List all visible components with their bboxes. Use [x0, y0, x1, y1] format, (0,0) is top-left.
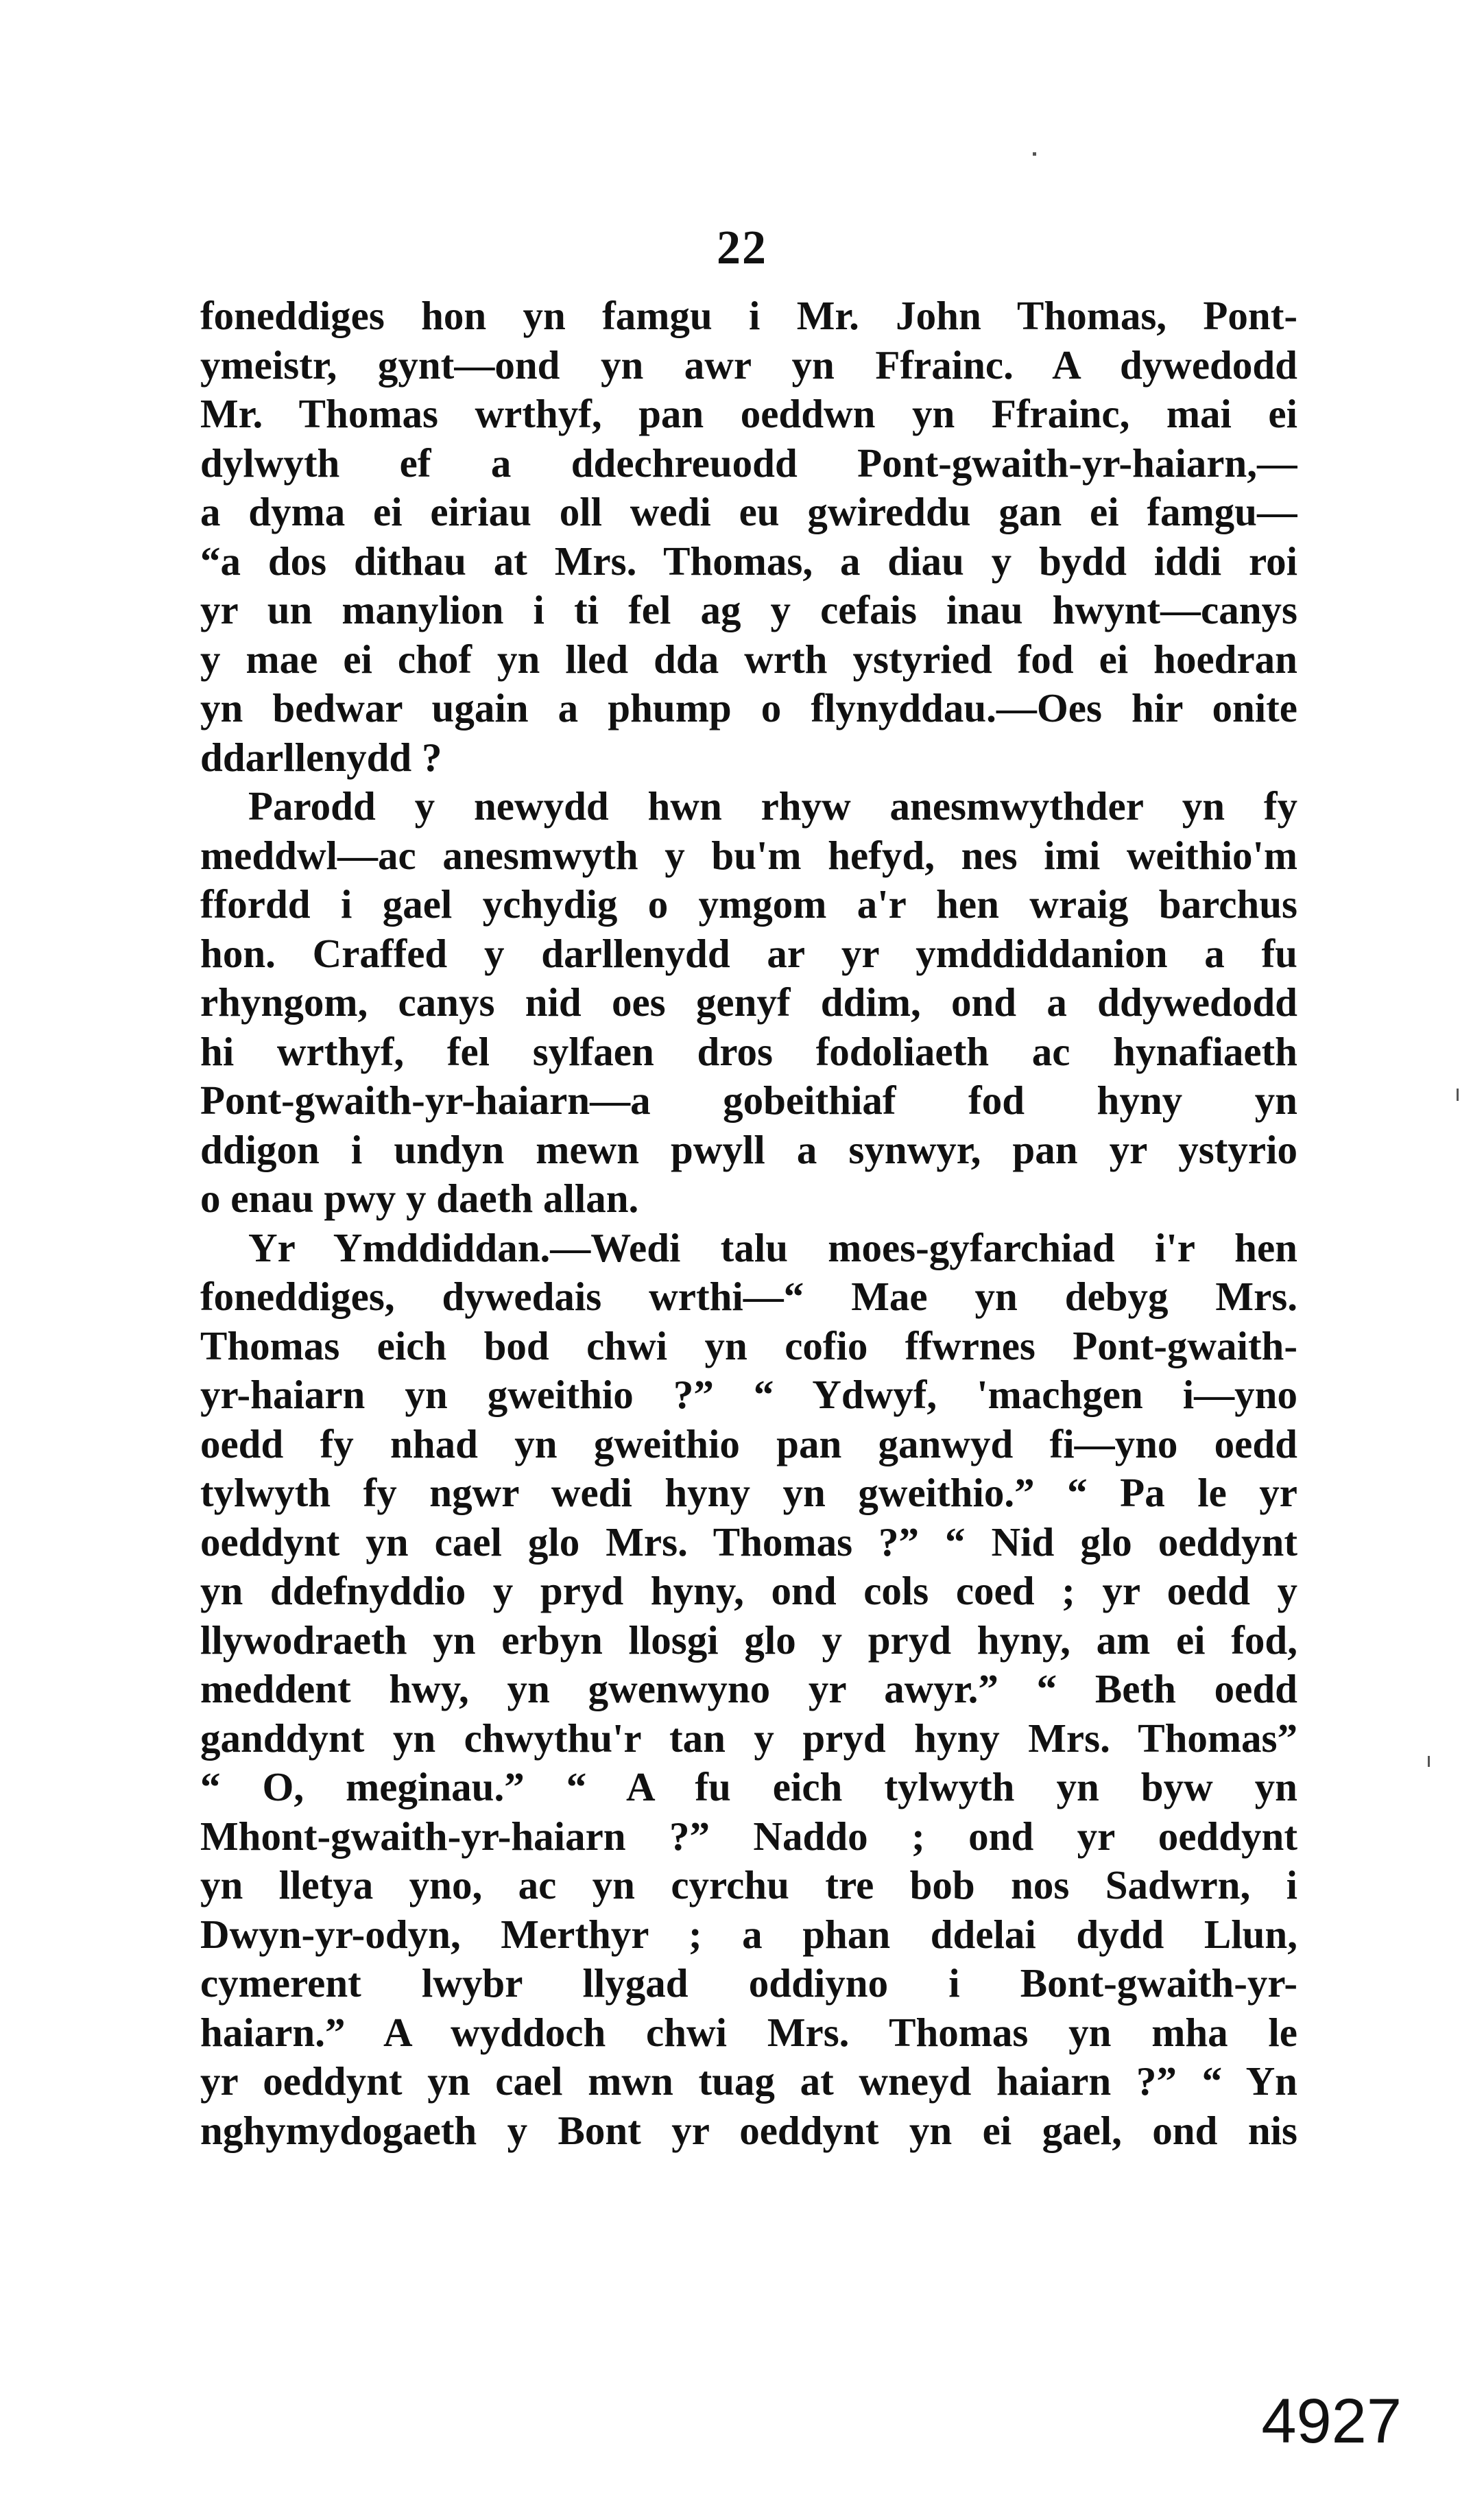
text-line: meddwl—ac anesmwyth y bu'm hefyd, nes imi weithio'm: [200, 832, 1297, 878]
text-line: Dwyn-yr-odyn, Merthyr ; a phan ddelai dydd Llun,: [200, 1911, 1297, 1957]
text-line: meddent hwy, yn gwenwyno yr awyr.” “ Beth oedd: [200, 1666, 1297, 1711]
text-line: yr-haiarn yn gweithio ?” “ Ydwyf, 'machgen i—yno: [200, 1372, 1297, 1417]
text-line: foneddiges hon yn famgu i Mr. John Thomas, Pont-: [200, 293, 1297, 338]
text-line: Pont-gwaith-yr-haiarn—a gobeithiaf fod hyny yn: [200, 1078, 1297, 1123]
text-line: foneddiges, dywedais wrthi—“ Mae yn debyg Mrs.: [200, 1274, 1297, 1319]
text-line: hi wrthyf, fel sylfaen dros fodoliaeth ac hynafiaeth: [200, 1028, 1297, 1074]
text-line: ddigon i undyn mewn pwyll a synwyr, pan yr ystyrio: [200, 1126, 1297, 1172]
text-line: yr oeddynt yn cael mwn tuag at wneyd haiarn ?” “ Yn: [200, 2058, 1297, 2104]
body-text: [200, 292, 1297, 2155]
text-line: yn lletya yno, ac yn cyrchu tre bob nos Sadwrn, i: [200, 1862, 1297, 1907]
text-line: “ O, meginau.” “ A fu eich tylwyth yn byw yn: [200, 1764, 1297, 1809]
text-line: yn ddefnyddio y pryd hyny, ond cols coed ; yr oedd y: [200, 1568, 1297, 1613]
scan-speck: [1457, 1089, 1459, 1101]
text-line: hon. Craffed y darllenydd ar yr ymddiddanion a fu: [200, 930, 1297, 976]
text-line: a dyma ei eiriau oll wedi eu gwireddu gan ei famgu—: [200, 489, 1297, 534]
text-line: nghymydogaeth y Bont yr oeddynt yn ei gael, ond nis: [200, 2107, 1297, 2153]
scan-number: 4927: [1261, 2386, 1402, 2456]
text-line: rhyngom, canys nid oes genyf ddim, ond a ddywedodd: [200, 979, 1297, 1025]
text-line: ganddynt yn chwythu'r tan y pryd hyny Mrs. Thomas”: [200, 1715, 1297, 1761]
text-line: Mr. Thomas wrthyf, pan oeddwn yn Ffrainc, mai ei: [200, 391, 1297, 436]
text-line: yr un manylion i ti fel ag y cefais inau hwynt—canys: [200, 587, 1297, 632]
text-line: ffordd i gael ychydig o ymgom a'r hen wraig barchus: [200, 881, 1297, 927]
scan-speck: [1033, 152, 1036, 156]
text-line: oedd fy nhad yn gweithio pan ganwyd fi—yno oedd: [200, 1421, 1297, 1466]
text-line: ddarllenydd ?: [200, 734, 442, 780]
text-line: cymerent lwybr llygad oddiyno i Bont-gwaith-yr-: [200, 1960, 1297, 2006]
text-line: tylwyth fy ngwr wedi hyny yn gweithio.” “ Pa le yr: [200, 1470, 1297, 1515]
scan-speck: [1428, 1756, 1430, 1767]
text-line: y mae ei chof yn lled dda wrth ystyried fod ei hoedran: [200, 636, 1297, 682]
text-line: Thomas eich bod chwi yn cofio ffwrnes Pont-gwaith-: [200, 1322, 1297, 1368]
page-number: 22: [717, 222, 767, 274]
text-line: llywodraeth yn erbyn llosgi glo y pryd hyny, am ei fod,: [200, 1617, 1297, 1663]
text-line: yn bedwar ugain a phump o flynyddau.—Oes hir onite: [200, 685, 1297, 730]
text-line: ymeistr, gynt—ond yn awr yn Ffrainc. A dywedodd: [200, 342, 1297, 388]
text-line: dylwyth ef a ddechreuodd Pont-gwaith-yr-haiarn,—: [200, 440, 1297, 486]
text-line: Yr Ymddiddan.—Wedi talu moes-gyfarchiad i'r hen: [248, 1224, 1297, 1270]
text-line: haiarn.” A wyddoch chwi Mrs. Thomas yn mha le: [200, 2009, 1297, 2055]
text-line: Parodd y newydd hwn rhyw anesmwythder yn fy: [248, 783, 1297, 829]
text-line: o enau pwy y daeth allan.: [200, 1176, 639, 1221]
text-line: Mhont-gwaith-yr-haiarn ?” Naddo ; ond yr oeddynt: [200, 1813, 1297, 1859]
text-line: “a dos dithau at Mrs. Thomas, a diau y bydd iddi roi: [200, 538, 1297, 584]
text-line: oeddynt yn cael glo Mrs. Thomas ?” “ Nid glo oeddynt: [200, 1519, 1297, 1565]
